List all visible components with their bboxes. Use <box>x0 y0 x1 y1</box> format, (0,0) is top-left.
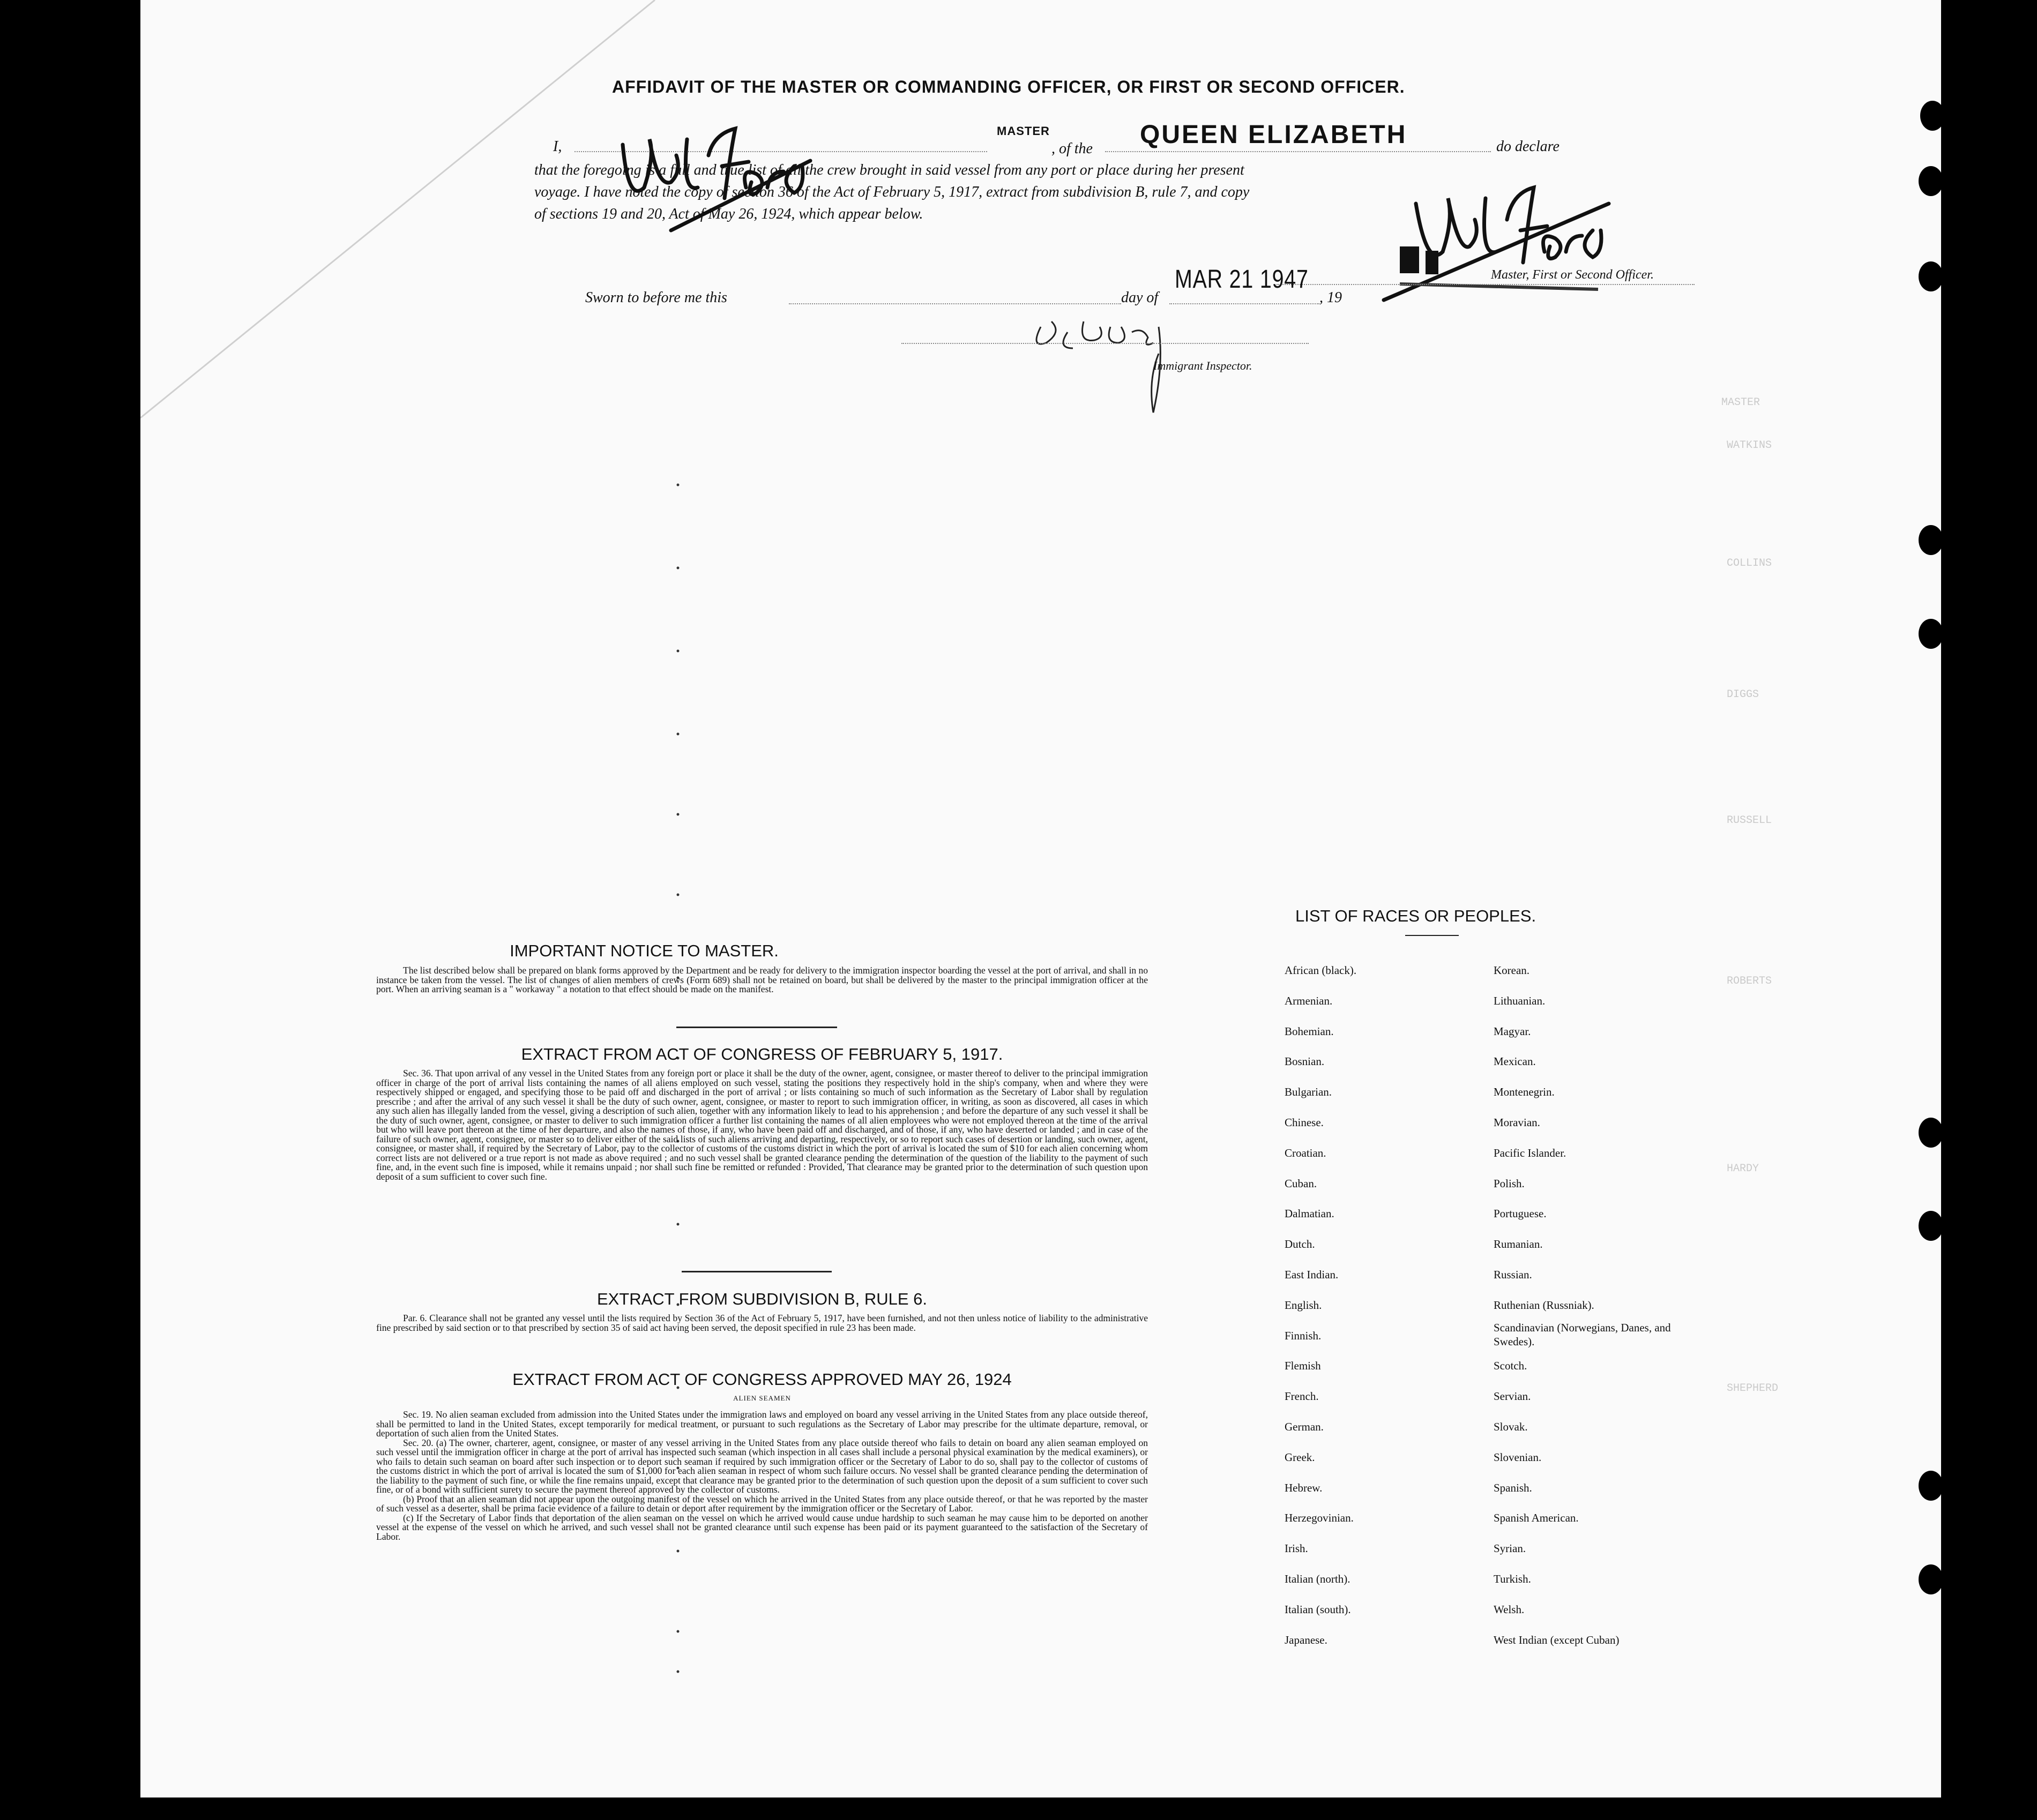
race-item: West Indian (except Cuban) <box>1494 1633 1620 1646</box>
sec-20b-text: (b) Proof that an alien seaman did not appear upon the outgoing manifest of the vessel on which he arrived in the United States from any place outside thereof, or that he was reported by the master of such vessel as a deserter, shall be prima facie evidence of a failure to detain or deport after requirement by the immigration officer or the Secretary of Labor. <box>376 1493 1148 1514</box>
inspector-line <box>901 343 1309 344</box>
extract-rule6-title: EXTRACT FROM SUBDIVISION B, RULE 6. <box>596 1290 928 1308</box>
sec-20c-text: (c) If the Secretary of Labor finds that deportation of the alien seaman on the vessel on which he arrived would cause undue hardship to such seaman he may cause him to be deported on another vessel at the expense of the vessel on which he arrived, and such vessel shall not be granted clearance until such expense has been paid or its payment guaranteed to the satisfaction of the Secretary of Labor. <box>376 1512 1148 1542</box>
divider <box>1405 935 1459 936</box>
race-item: Bosnian. <box>1285 1055 1325 1068</box>
race-item: Slovenian. <box>1494 1450 1542 1464</box>
race-item: Magyar. <box>1494 1024 1531 1038</box>
affidavit-line-2: voyage. I have noted the copy of section 36 of the Act of February 5, 1917, extract from subdivision B, rule 7, and copy <box>534 184 1250 200</box>
race-item: Lithuanian. <box>1494 994 1546 1007</box>
day-of-label: day of <box>1121 289 1159 306</box>
race-item: Pacific Islander. <box>1494 1146 1566 1159</box>
officer-caption: Master, First or Second Officer. <box>1491 268 1654 282</box>
bleed-through-text: RUSSELL <box>1727 814 1772 827</box>
year-label: , 19 <box>1319 289 1342 306</box>
race-item: East Indian. <box>1285 1268 1339 1281</box>
date-stamp: MAR 21 1947 <box>1175 265 1309 294</box>
officer-signature-line <box>1277 284 1695 285</box>
rank-label: MASTER <box>997 124 1050 138</box>
race-item: Syrian. <box>1494 1542 1526 1555</box>
declarant-prefix: I, <box>553 138 562 155</box>
race-item: Korean. <box>1494 964 1530 977</box>
race-item: Irish. <box>1285 1542 1308 1555</box>
race-item: Italian (south). <box>1285 1602 1351 1616</box>
race-item: Dutch. <box>1285 1238 1315 1251</box>
race-item: Bulgarian. <box>1285 1085 1332 1099</box>
document-page <box>140 0 1941 1797</box>
race-item: African (black). <box>1285 964 1357 977</box>
races-title: LIST OF RACES OR PEOPLES. <box>1295 907 1536 925</box>
race-item: Spanish American. <box>1494 1511 1579 1525</box>
bleed-through-text: WATKINS <box>1727 439 1772 452</box>
race-item: English. <box>1285 1298 1322 1312</box>
race-item: Rumanian. <box>1494 1238 1543 1251</box>
extract-rule6-text: Par. 6. Clearance shall not be granted any vessel until the lists required by Section 36 of the Act of February 5, 1917, have been furnished, and not then unless notice of liability to the administrative fine prescribed by said section or to that prescribed by section 35 of said act having been served, the deposit specified in rule 23 has been made. <box>376 1313 1148 1333</box>
sworn-label: Sworn to before me this <box>585 289 727 306</box>
bleed-through-text: COLLINS <box>1727 557 1772 570</box>
officer-signature <box>1255 161 1620 311</box>
do-declare-label: do declare <box>1496 138 1560 155</box>
races-left-column <box>1285 955 1356 1655</box>
race-item: Finnish. <box>1285 1329 1322 1342</box>
extract-1917-text: Sec. 36. That upon arrival of any vessel in the United States from any foreign port or place it shall be the duty of the owner, agent, consignee, or master thereof to deliver to the principal immigration officer in charge of the port of arrival lists containing the names of all aliens employed on such vessel, stating the positions they respectively hold in the ship's company, when and where they were respectively shipped or engaged, and specifying those to be paid off and discharged in the port of arrival ; or lists containing so much of such information as the Secretary of Labor shall by regulation prescribe ; and after the arrival of any such vessel it shall be the duty of such owner, agent, consignee, or master to report to such immigration officer, in writing, as soon as discovered, all cases in which any such alien has illegally landed from the vessel, giving a description of such alien, together with any information likely to lead to his apprehension ; and before the departure of any such vessel it shall be the duty of such owner, agent, consignee, or master to deliver to such immigration officer a further list containing the names of all alien employees who were not employed thereon at the time of the arrival but who will leave port thereon at the time of her departure, and also the names of those, if any, who have been paid off and discharged, and of those, if any, who have deserted or landed ; and in case of the failure of such owner, agent, consignee, or master so to deliver either of the said lists of such aliens arriving and departing, respectively, or so to report such cases of desertion or landing, such owner, agent, consignee, or master shall, if required by the Secretary of Labor, pay to the collector of customs of the customs district in which the port of arrival is located the sum of $10 for each alien concerning whom correct lists are not delivered or a true report is not made as above required ; and no such vessel shall be granted clearance pending the determination of the question of the liability to the payment of such fine, and, in the event such fine is imposed, while it remains unpaid ; nor shall such fine be remitted or refunded : Provided, That clearance may be granted prior to the determination of such question upon deposit of a sum sufficient to cover such fine. <box>376 1068 1148 1182</box>
race-item: Scotch. <box>1494 1359 1527 1373</box>
race-item: Croatian. <box>1285 1146 1326 1159</box>
of-the-label: , of the <box>1051 140 1093 157</box>
race-item: Russian. <box>1494 1268 1532 1281</box>
notice-text: The list described below shall be prepared on blank forms approved by the Department and be ready for delivery to the immigration inspector boarding the vessel at the port of arrival, and shall in no instance be taken from the vessel. The list of changes of alien members of crews (Form 689) shall not be retained on board, but shall be delivered by the master to the principal immigration officer at the port. When an arriving seaman is a " workaway " a notation to that effect should be made on the manifest. <box>376 965 1148 994</box>
race-item: Greek. <box>1285 1450 1315 1464</box>
sworn-month-line <box>1169 303 1319 304</box>
race-item: Japanese. <box>1285 1633 1327 1646</box>
race-item: French. <box>1285 1390 1319 1403</box>
race-item: Herzegovinian. <box>1285 1511 1354 1525</box>
race-item: Ruthenian (Russniak). <box>1494 1298 1594 1312</box>
sworn-day-line <box>789 303 1121 304</box>
bleed-through-text: HARDY <box>1727 1163 1759 1175</box>
divider <box>676 1027 837 1028</box>
race-item: Bohemian. <box>1285 1024 1334 1038</box>
vessel-line <box>1105 151 1491 152</box>
affidavit-title: AFFIDAVIT OF THE MASTER OR COMMANDING OFFICER, OR FIRST OR SECOND OFFICER. <box>612 77 1405 96</box>
race-item: Armenian. <box>1285 994 1333 1007</box>
race-item: Dalmatian. <box>1285 1207 1334 1220</box>
race-item: Cuban. <box>1285 1177 1317 1190</box>
race-item: Servian. <box>1494 1390 1531 1403</box>
race-item: Hebrew. <box>1285 1481 1323 1494</box>
race-item: German. <box>1285 1420 1324 1433</box>
extract-1917-title: EXTRACT FROM ACT OF CONGRESS OF FEBRUARY 5, 1917. <box>521 1045 1003 1063</box>
affidavit-line-1: that the foregoing is a full and true list of all the crew brought in said vessel from any port or place during her present <box>534 162 1244 178</box>
race-item: Slovak. <box>1494 1420 1528 1433</box>
extract-1924-text <box>376 1410 1148 1541</box>
race-item: Polish. <box>1494 1177 1525 1190</box>
bleed-through-text: MASTER <box>1721 396 1760 409</box>
sec-20a-text: Sec. 20. (a) The owner, charterer, agent, consignee, or master of any vessel arriving in the United States from any place outside thereof who fails to detain on board any alien seaman employed on such vessel until the immigration officer in charge at the port of arrival has inspected such seaman (which inspection in all cases shall include a personal physical examination by the medical examiners), or who fails to detain such seaman on board after such inspection or to deport such seaman if required by such immigration officer or the Secretary of Labor to do so, shall pay to the collector of customs of the customs district in which the port of arrival is located the sum of $1,000 for each alien seaman in respect of whom such failure occurs. No vessel shall be granted clearance pending the determination of the liability to the payment of such fine, or while the fine remains unpaid, except that clearance may be granted prior to the determination of such question upon the deposit of a sum sufficient to cover such fine, or of a bond with sufficient surety to secure the payment thereof approved by the collector of customs. <box>376 1437 1148 1495</box>
race-item: Chinese. <box>1285 1115 1324 1129</box>
bleed-through-text: DIGGS <box>1727 688 1759 701</box>
race-item: Turkish. <box>1494 1572 1531 1585</box>
inspector-caption: Immigrant Inspector. <box>1153 359 1252 372</box>
race-item: Mexican. <box>1494 1055 1536 1068</box>
race-item: Moravian. <box>1494 1115 1540 1129</box>
extract-1924-title: EXTRACT FROM ACT OF CONGRESS APPROVED MAY 26, 1924 <box>512 1370 1012 1389</box>
divider <box>682 1271 832 1272</box>
race-item: Spanish. <box>1494 1481 1532 1494</box>
race-item: Scandinavian (Norwegians, Danes, and Swedes). <box>1494 1321 1671 1348</box>
master-signature <box>607 123 821 246</box>
vessel-name: QUEEN ELIZABETH <box>1140 121 1407 149</box>
notice-title: IMPORTANT NOTICE TO MASTER. <box>510 941 779 960</box>
race-item: Italian (north). <box>1285 1572 1350 1585</box>
race-item: Portuguese. <box>1494 1207 1547 1220</box>
race-item: Montenegrin. <box>1494 1085 1555 1099</box>
sec-19-text: Sec. 19. No alien seaman excluded from admission into the United States under the immigration laws and employed on board any vessel arriving in the United States from any place outside thereof, shall be permitted to land in the United States, except temporarily for medical treatment, or pursuant to such regulations as the Secretary of Labor may prescribe for the ultimate departure, removal, or deportation of such alien from the United States. <box>376 1409 1148 1439</box>
race-item: Welsh. <box>1494 1602 1525 1616</box>
extract-1924-subtitle: ALIEN SEAMEN <box>733 1394 791 1402</box>
bleed-through-text: ROBERTS <box>1727 975 1772 987</box>
bleed-through-text: SHEPHERD <box>1727 1382 1779 1395</box>
races-right-column <box>1494 955 1687 1655</box>
affidavit-line-3: of sections 19 and 20, Act of May 26, 1924, which appear below. <box>534 206 923 222</box>
race-item: Flemish <box>1285 1359 1321 1373</box>
